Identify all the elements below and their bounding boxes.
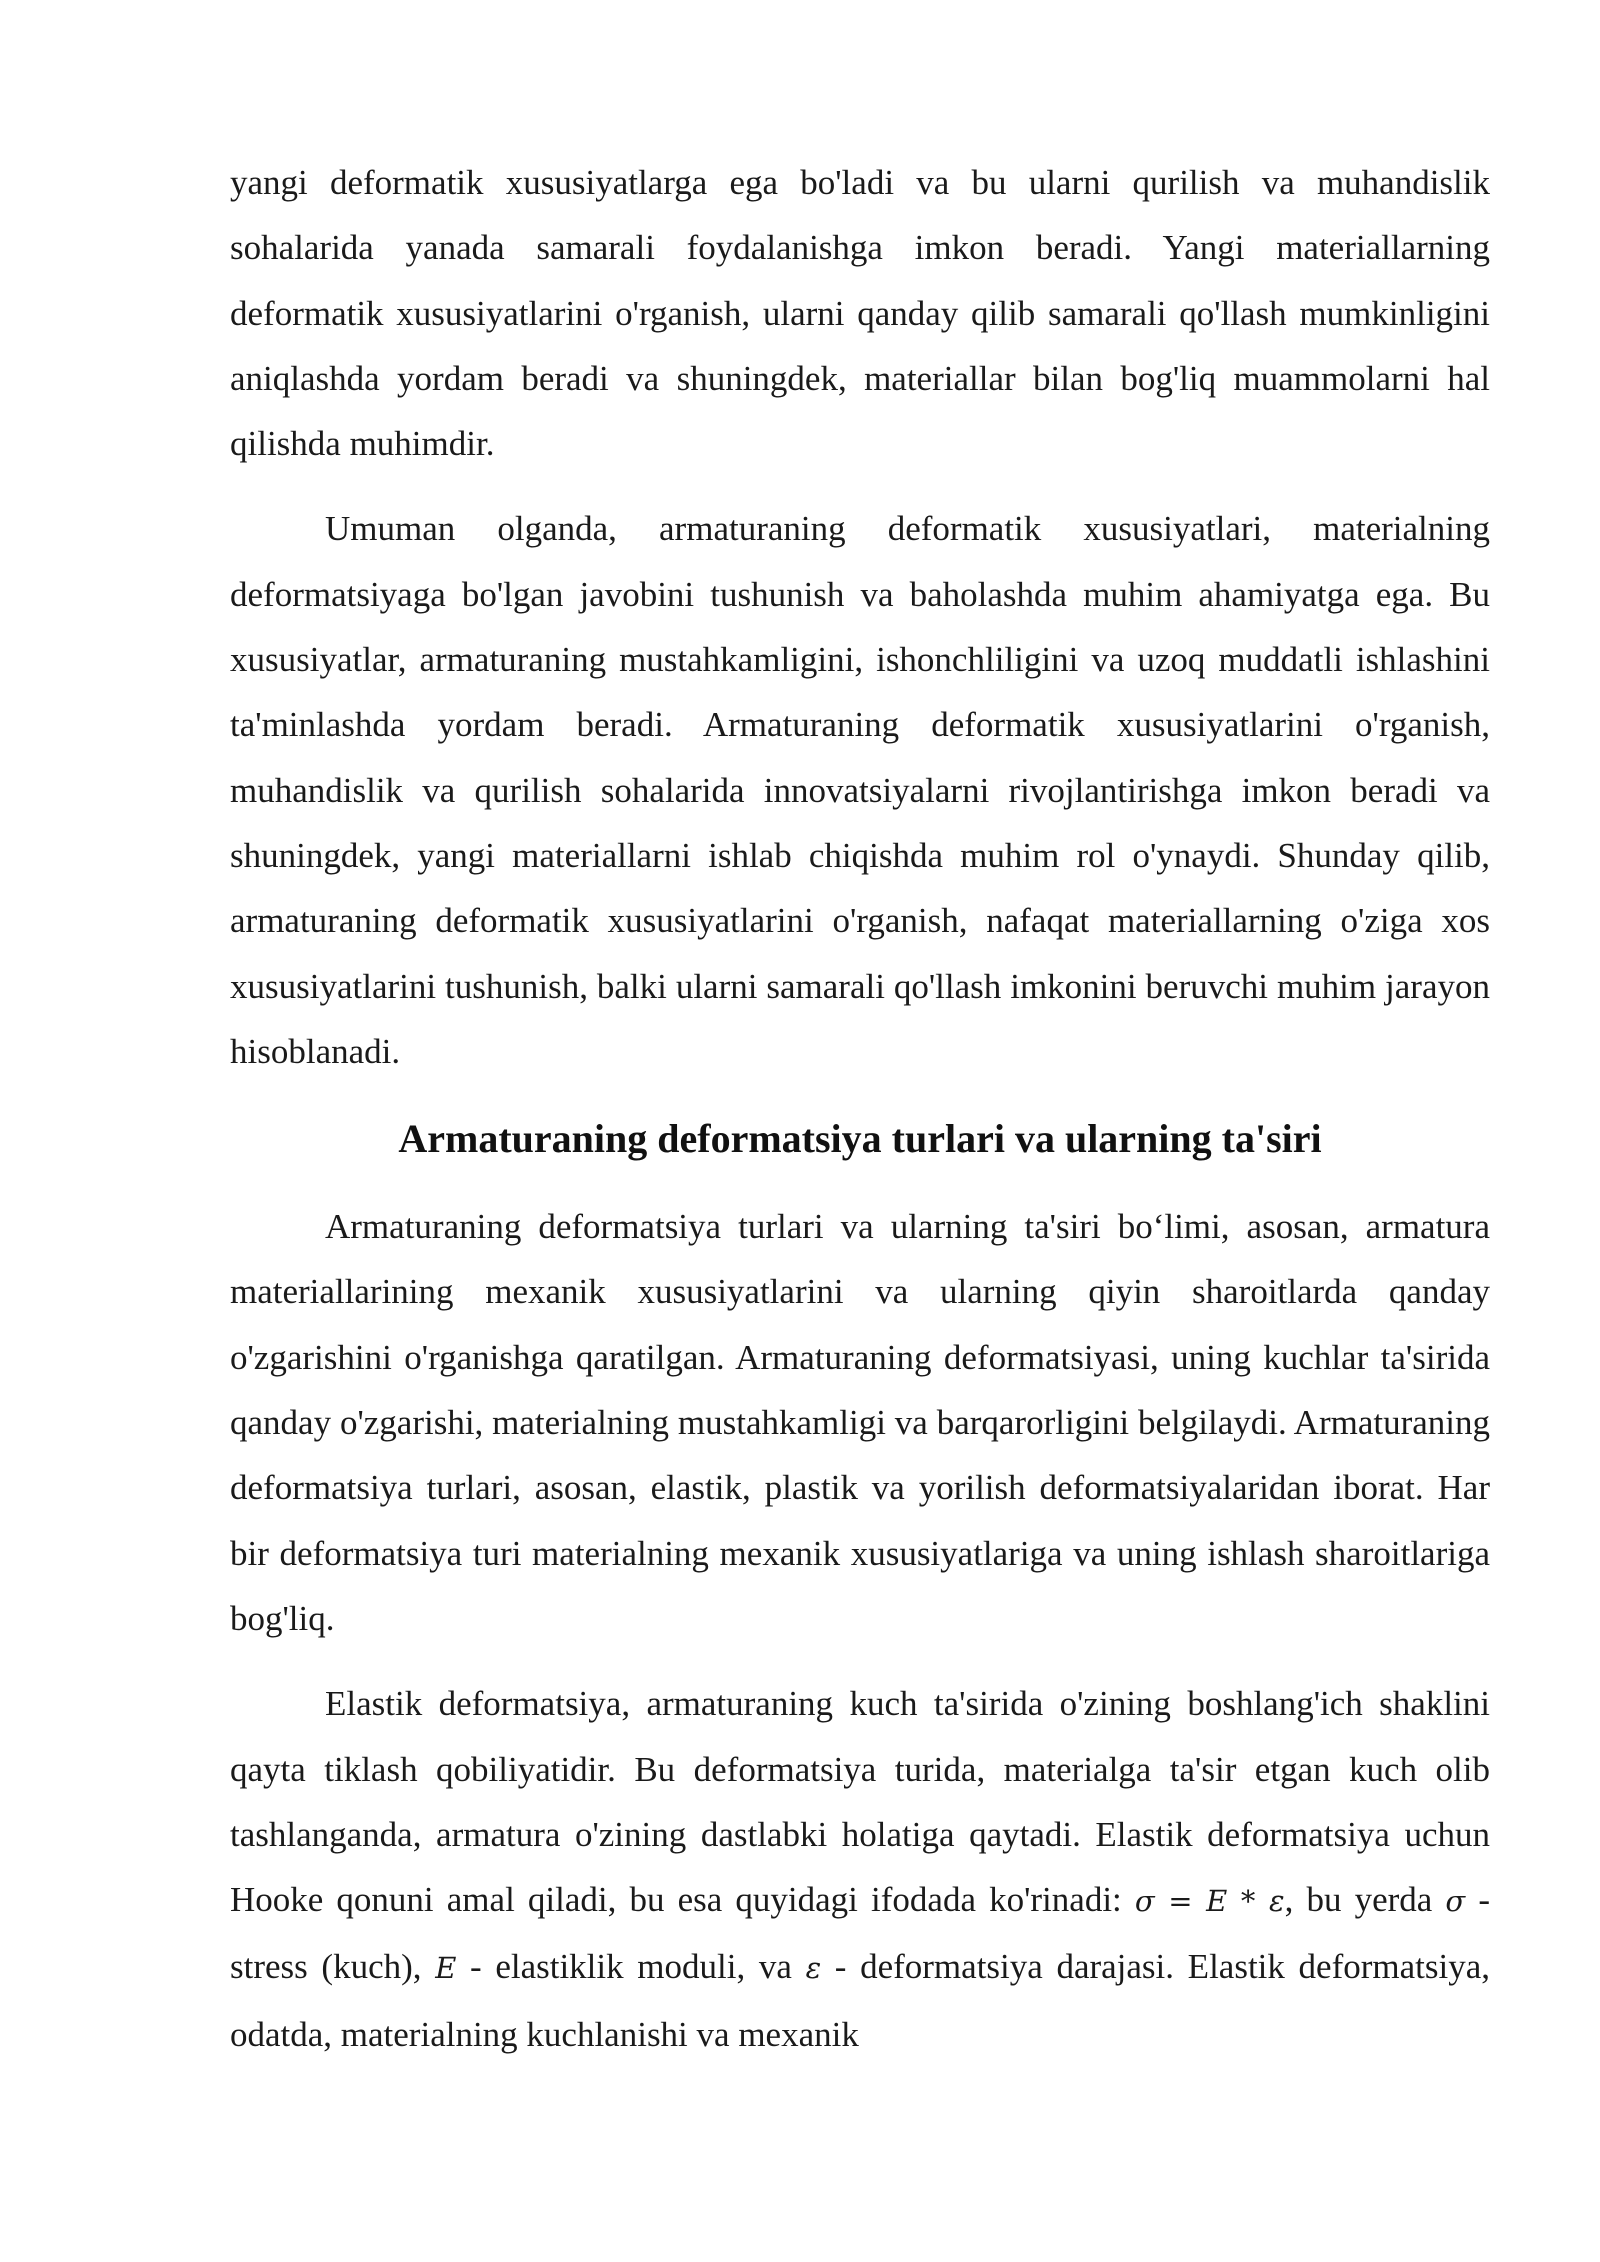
paragraph-elastic-deformation — [230, 1671, 1490, 2067]
epsilon-symbol: ε — [805, 1951, 822, 1986]
paragraph-deformation-types: Armaturaning deformatsiya turlari va ularning ta'siri bo‘limi, asosan, armatura materiallarining mexanik xususiyatlarini va ularning qiyin sharoitlarda qanday o'zgarishini o'rganishga qaratilgan. Armaturaning deformatsiyasi, uning kuchlar ta'sirida qanday o'zgarishi, materialning mustahkamligi va barqarorligini belgilaydi. Armaturaning deformatsiya turlari, asosan, elastik, plastik va yorilish deformatsiyalaridan iborat. Har bir deformatsiya turi materialning mexanik xususiyatlariga va uning ishlash sharoitlariga bog'liq. — [230, 1207, 1490, 1638]
document-page — [230, 150, 1490, 2067]
modulus-symbol: E — [435, 1951, 457, 1986]
formula-where-text: , bu yerda — [1284, 1880, 1433, 1920]
epsilon-description: - deformatsiya darajasi. Elastik deformatsiya, odatda, materialning kuchlanishi va mexanik — [230, 1947, 1491, 2054]
modulus-description: - elastiklik moduli, va — [470, 1947, 792, 1987]
elastic-text-intro: Elastik deformatsiya, armaturaning kuch ta'sirida o'zining boshlang'ich shaklini qayta tiklash qobiliyatidir. Bu deformatsiya turida, materialga ta'sir etgan kuch olib tashlanganda, armatura o'zining dastlabki holatiga qaytadi. Elastik deformatsiya uchun Hooke qonuni amal qiladi, bu esa quyidagi ifodada ko'rinadi: — [230, 1684, 1490, 1920]
sigma-symbol: σ — [1445, 1884, 1466, 1919]
hooke-formula: σ = E * ε — [1134, 1884, 1285, 1919]
sigma-description: - stress (kuch), — [230, 1880, 1490, 1987]
paragraph-summary: Umuman olganda, armaturaning deformatik xususiyatlari, materialning deformatsiyaga bo'lgan javobini tushunish va baholashda muhim ahamiyatga ega. Bu xususiyatlar, armaturaning mustahkamligini, ishonchliligini va uzoq muddatli ishlashini ta'minlashda yordam beradi. Armaturaning deformatik xususiyatlarini o'rganish, muhandislik va qurilish sohalarida innovatsiyalarni rivojlantirishga imkon beradi va shuningdek, yangi materiallarni ishlab chiqishda muhim rol o'ynaydi. Shunday qilib, armaturaning deformatik xususiyatlarini o'rganish, nafaqat materiallarning o'ziga xos xususiyatlarini tushunish, balki ularni samarali qo'llash imkonini beruvchi muhim jarayon hisoblanadi. — [230, 509, 1490, 1071]
paragraph-continuation: yangi deformatik xususiyatlarga ega bo'ladi va bu ularni qurilish va muhandislik sohalarida yanada samarali foydalanishga imkon beradi. Yangi materiallarning deformatik xususiyatlarini o'rganish, ularni qanday qilib samarali qo'llash mumkinligini aniqlashda yordam beradi va shuningdek, materiallar bilan bog'liq muammolarni hal qilishda muhimdir. — [230, 163, 1490, 464]
section-heading: Armaturaning deformatsiya turlari va ularning ta'siri — [398, 1116, 1322, 1162]
